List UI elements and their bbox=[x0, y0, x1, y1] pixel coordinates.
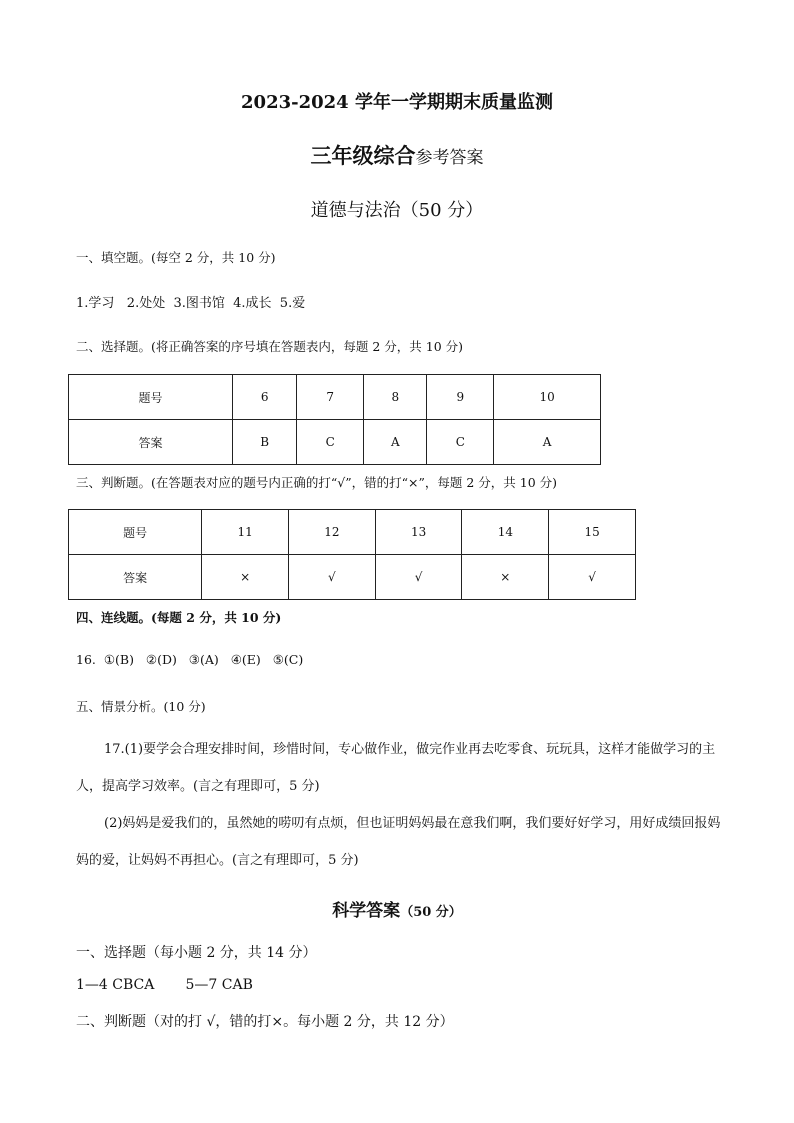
row-label: 答案 bbox=[69, 420, 233, 465]
answer-cell: A bbox=[364, 420, 427, 465]
question-number: 13 bbox=[375, 510, 462, 555]
q5-heading: 五、情景分析。(10 分) bbox=[76, 699, 206, 714]
answer-cell: √ bbox=[289, 555, 376, 600]
exam-subtitle bbox=[0, 140, 794, 170]
question-number: 14 bbox=[462, 510, 549, 555]
science-q1-heading: 一、选择题（每小题 2 分，共 14 分） bbox=[76, 945, 317, 961]
table-row bbox=[69, 375, 601, 420]
answer-cell: C bbox=[427, 420, 494, 465]
answer-cell: A bbox=[494, 420, 601, 465]
answer-cell: B bbox=[232, 420, 296, 465]
table-row bbox=[69, 420, 601, 465]
table-row bbox=[69, 510, 636, 555]
q3-answer-table bbox=[68, 509, 636, 600]
row-label: 答案 bbox=[69, 555, 202, 600]
question-number: 10 bbox=[494, 375, 601, 420]
row-label: 题号 bbox=[69, 510, 202, 555]
science-title-suffix: （50 分） bbox=[400, 905, 462, 920]
question-number: 7 bbox=[297, 375, 364, 420]
science-q1-answers: 1—4 CBCA 5—7 CAB bbox=[76, 977, 253, 993]
q2-answer-table bbox=[68, 374, 601, 465]
answer-cell: × bbox=[202, 555, 289, 600]
science-q2-heading: 二、判断题（对的打 √，错的打×。每小题 2 分，共 12 分） bbox=[76, 1014, 454, 1030]
q4-answers: 16. ①(B) ②(D) ③(A) ④(E) ⑤(C) bbox=[76, 652, 304, 667]
subtitle-suffix: 参考答案 bbox=[415, 148, 484, 168]
part1-title: 道德与法治（50 分） bbox=[310, 200, 484, 221]
q5-paragraph-1: 17.(1)要学会合理安排时间，珍惜时间，专心做作业，做完作业再去吃零食、玩玩具，这样才能做学习的主人，提高学习效率。(言之有理即可，5 分) bbox=[76, 742, 716, 794]
question-number: 9 bbox=[427, 375, 494, 420]
question-number: 15 bbox=[549, 510, 636, 555]
answer-cell: C bbox=[297, 420, 364, 465]
question-number: 6 bbox=[232, 375, 296, 420]
question-number: 12 bbox=[289, 510, 376, 555]
science-title bbox=[0, 896, 794, 921]
answer-cell: √ bbox=[375, 555, 462, 600]
q1-answers: 1.学习 2.处处 3.图书馆 4.成长 5.爱 bbox=[76, 296, 306, 311]
q5-paragraph-2: (2)妈妈是爱我们的，虽然她的唠叨有点烦，但也证明妈妈最在意我们啊，我们要好好学习，用好成绩回报妈妈的爱，让妈妈不再担心。(言之有理即可，5 分) bbox=[76, 816, 721, 868]
q3-heading: 三、判断题。(在答题表对应的题号内正确的打“√”，错的打“×”，每题 2 分，共 10 分) bbox=[76, 475, 558, 490]
table-row bbox=[69, 555, 636, 600]
science-title-main: 科学答案 bbox=[332, 901, 401, 921]
subtitle-main: 三年级综合 bbox=[310, 143, 416, 168]
answer-cell: √ bbox=[549, 555, 636, 600]
q2-heading: 二、选择题。(将正确答案的序号填在答题表内，每题 2 分，共 10 分) bbox=[76, 339, 464, 354]
answer-cell: × bbox=[462, 555, 549, 600]
q1-heading: 一、填空题。(每空 2 分，共 10 分) bbox=[76, 250, 276, 265]
question-number: 8 bbox=[364, 375, 427, 420]
question-number: 11 bbox=[202, 510, 289, 555]
row-label: 题号 bbox=[69, 375, 233, 420]
exam-title: 2023-2024 学年一学期期末质量监测 bbox=[241, 92, 553, 113]
q4-heading: 四、连线题。(每题 2 分，共 10 分) bbox=[76, 610, 282, 625]
